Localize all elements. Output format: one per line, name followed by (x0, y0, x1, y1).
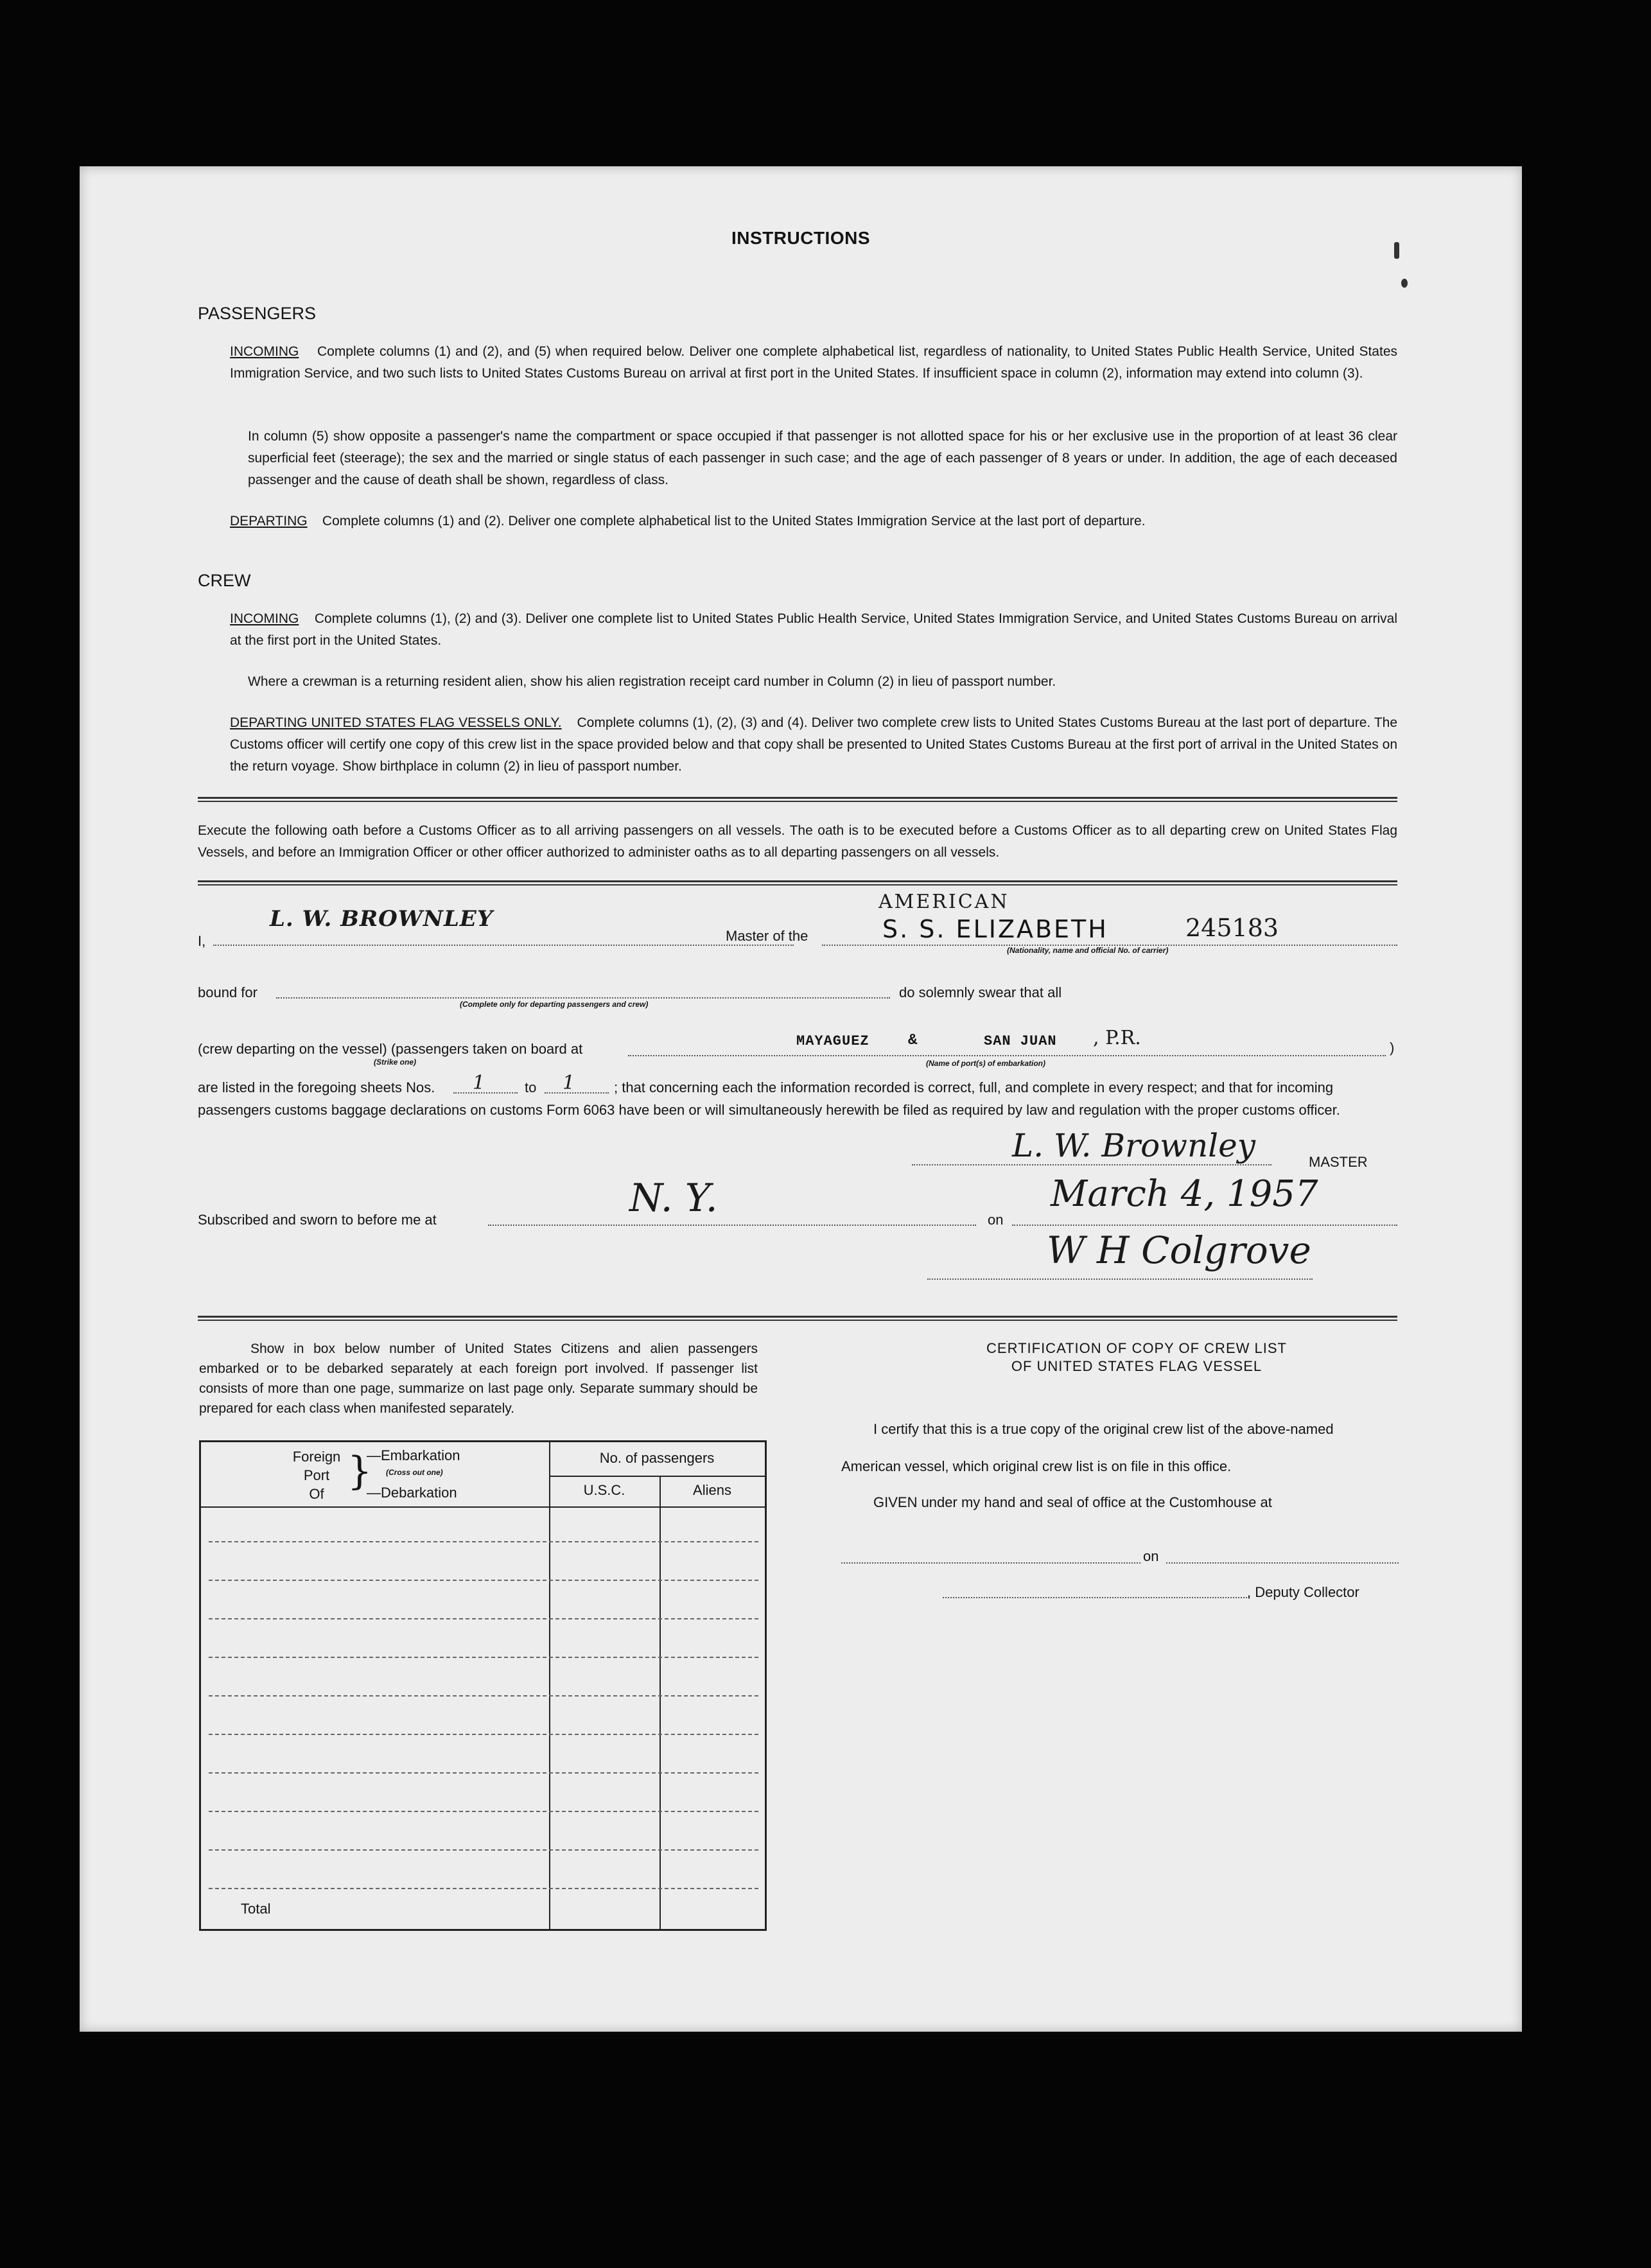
ports-close-paren: ) (1390, 1040, 1395, 1056)
table-row (209, 1849, 758, 1851)
crew-resident-text: Where a crewman is a returning resident alien, show his alien registration receipt card number in Column (2) in lieu of passport number. (248, 674, 1056, 689)
sworn-date: March 4, 1957 (1051, 1173, 1318, 1215)
passengers-departing-paragraph (230, 510, 1397, 532)
subscribed-label: Subscribed and sworn to before me at (198, 1212, 437, 1228)
strike-caption: (Strike one) (374, 1058, 417, 1067)
document-page (80, 166, 1522, 2032)
instructions-title: INSTRUCTIONS (731, 228, 870, 248)
listed-text-a: are listed in the foregoing sheets Nos. (198, 1079, 435, 1095)
header-cross-out: (Cross out one) (386, 1468, 443, 1477)
crew-incoming-text: Complete columns (1), (2) and (3). Deliver one complete list to United States Public Health Service, United States Immigration Service, and United States Customs Bureau on arrival at the first port in the United States. (230, 611, 1397, 648)
port-1: MAYAGUEZ (796, 1033, 869, 1049)
total-label: Total (241, 1901, 271, 1917)
oath-i-label: I, (198, 933, 206, 949)
officer-signature-line (927, 1278, 1313, 1280)
customhouse-line (841, 1562, 1140, 1564)
table-header-line (549, 1476, 765, 1477)
master-signature-line (912, 1164, 1271, 1165)
table-row (209, 1580, 758, 1581)
header-embarkation: —Embarkation (367, 1447, 460, 1463)
vessel-caption: (Nationality, name and official No. of carrier) (1007, 946, 1169, 955)
certification-heading-2: OF UNITED STATES FLAG VESSEL (1011, 1358, 1262, 1374)
oath-intro-text: Execute the following oath before a Customs Officer as to all arriving passengers on all vessels. The oath is to be executed before a Customs Officer as to all departing crew on United States Flag Vessels, and before an Immigration Officer or other officer authorized to administer oaths as to all departing passengers on all vessels. (198, 823, 1397, 860)
given-text: GIVEN under my hand and seal of office at the Customhouse at (873, 1494, 1272, 1510)
header-foreign: Foreign (292, 1449, 341, 1465)
passenger-summary-table (199, 1440, 767, 1931)
bound-for-caption: (Complete only for departing passengers and crew) (460, 1000, 649, 1009)
header-port: Port (303, 1467, 330, 1483)
passengers-departing-text: Complete columns (1) and (2). Deliver one complete alphabetical list to the United States Immigration Service at the last port of departure. (322, 514, 1146, 528)
vessel-official-number: 245183 (1185, 914, 1279, 942)
table-header-line (201, 1506, 765, 1508)
sworn-on-label: on (988, 1212, 1004, 1228)
divider (198, 880, 1397, 885)
crew-departing-text: Complete columns (1), (2), (3) and (4). Deliver two complete crew lists to United States Customs Bureau at the last port of departure. The Customs officer will certify one copy of this crew list in the space provided below and that copy shall be presented to United States Customs Bureau at the first port of arrival in the United States on the return voyage. Show birthplace in column (2) in lieu of passport number. (230, 715, 1398, 774)
certify-text-b: American vessel, which original crew list is on file in this office. (841, 1458, 1232, 1474)
sworn-place: N. Y. (629, 1176, 718, 1221)
certification-date-line (1166, 1562, 1399, 1564)
sheet-from: 1 (473, 1072, 485, 1094)
table-row (209, 1811, 758, 1812)
certify-text-a: I certify that this is a true copy of the original crew list of the above-named (873, 1421, 1334, 1437)
crew-passengers-text: (crew departing on the vessel) (passengers taken on board at (198, 1041, 583, 1057)
master-name-line (213, 945, 794, 946)
sheet-to-line (545, 1092, 609, 1094)
table-row (209, 1772, 758, 1774)
table-row (209, 1888, 758, 1889)
crew-departing-label: DEPARTING UNITED STATES FLAG VESSELS ONLY. (230, 715, 562, 730)
deputy-signature-line (943, 1597, 1250, 1598)
listed-text-b: ; that concerning each the information recorded is correct, full, and complete in every respect; and that for incoming (614, 1079, 1334, 1095)
header-usc: U.S.C. (583, 1482, 625, 1498)
sheet-to-label: to (525, 1079, 537, 1095)
sheet-to: 1 (563, 1072, 575, 1094)
bound-for-line (276, 997, 890, 999)
table-row (209, 1734, 758, 1735)
table-row (209, 1618, 758, 1619)
passengers-column5-text: In column (5) show opposite a passenger's name the compartment or space occupied if that passenger is not allotted space for his or her exclusive use in the proportion of at least 36 clear superficial feet (steerage); the sex and the married or single status of each passenger in such case; and the age of each passenger of 8 years or under. In addition, the age of each deceased passenger and the cause of death shall be shown, regardless of class. (248, 429, 1397, 487)
passengers-incoming-paragraph (230, 341, 1397, 385)
master-signature: L. W. Brownley (1012, 1127, 1256, 1164)
summary-instructions: Show in box below number of United States Citizens and alien passengers embarked or to be debarked separately at each foreign port involved. If passenger list consists of more than one page, summarize on last page only. Separate summary should be prepared for each class when manifested separately. (199, 1341, 758, 1416)
master-label: MASTER (1309, 1154, 1368, 1170)
scan-mark (1394, 242, 1399, 259)
sheet-from-line (453, 1092, 518, 1094)
header-aliens: Aliens (693, 1482, 731, 1498)
header-no-of-passengers: No. of passengers (599, 1450, 715, 1466)
passengers-departing-label: DEPARTING (230, 514, 308, 528)
deputy-collector-label: , Deputy Collector (1247, 1584, 1359, 1600)
certification-on-label: on (1143, 1548, 1159, 1564)
crew-incoming-label: INCOMING (230, 611, 299, 626)
officer-signature: W H Colgrove (1047, 1228, 1311, 1272)
header-brace: } (347, 1449, 372, 1494)
divider (198, 1316, 1397, 1321)
master-of-label: Master of the (726, 928, 808, 944)
passengers-incoming-label: INCOMING (230, 344, 299, 359)
master-name: L. W. BROWNLEY (270, 906, 494, 932)
ports-ampersand: & (908, 1032, 918, 1049)
table-row (209, 1657, 758, 1658)
port-2: SAN JUAN (984, 1033, 1057, 1049)
table-row (209, 1695, 758, 1697)
table-col-divider (660, 1476, 661, 1929)
header-of: Of (309, 1486, 324, 1502)
ports-line (628, 1055, 1386, 1056)
swear-text: do solemnly swear that all (899, 984, 1062, 1000)
sworn-date-line (1012, 1225, 1397, 1226)
crew-heading: CREW (198, 571, 251, 590)
divider (198, 797, 1397, 802)
listed-text-c: passengers customs baggage declarations on customs Form 6063 have been or will simultaneously herewith be filed as required by law and regulation with the proper customs officer. (198, 1102, 1340, 1118)
passengers-incoming-text: Complete columns (1) and (2), and (5) when required below. Deliver one complete alphabetical list, regardless of nationality, to United States Public Health Service, United States Immigration Service, and two such lists to United States Customs Bureau on arrival at first port in the United States. If insufficient space in column (2), information may extend into column (3). (230, 344, 1397, 381)
crew-departing-paragraph (230, 712, 1397, 778)
header-debarkation: —Debarkation (367, 1485, 457, 1501)
certification-heading-1: CERTIFICATION OF COPY OF CREW LIST (986, 1340, 1287, 1356)
header-foreign-port-of (288, 1447, 345, 1503)
table-col-divider (549, 1442, 550, 1929)
crew-incoming-paragraph (230, 608, 1397, 652)
sworn-place-line (488, 1225, 976, 1226)
nationality-handwritten: AMERICAN (878, 891, 1009, 913)
table-row (209, 1541, 758, 1542)
vessel-name: S. S. ELIZABETH (882, 915, 1108, 943)
ports-caption: (Name of port(s) of embarkation) (926, 1059, 1046, 1068)
passengers-heading: PASSENGERS (198, 304, 317, 323)
scan-mark (1401, 279, 1408, 288)
bound-for-label: bound for (198, 984, 258, 1000)
port-2-handwritten: , P.R. (1093, 1027, 1141, 1049)
